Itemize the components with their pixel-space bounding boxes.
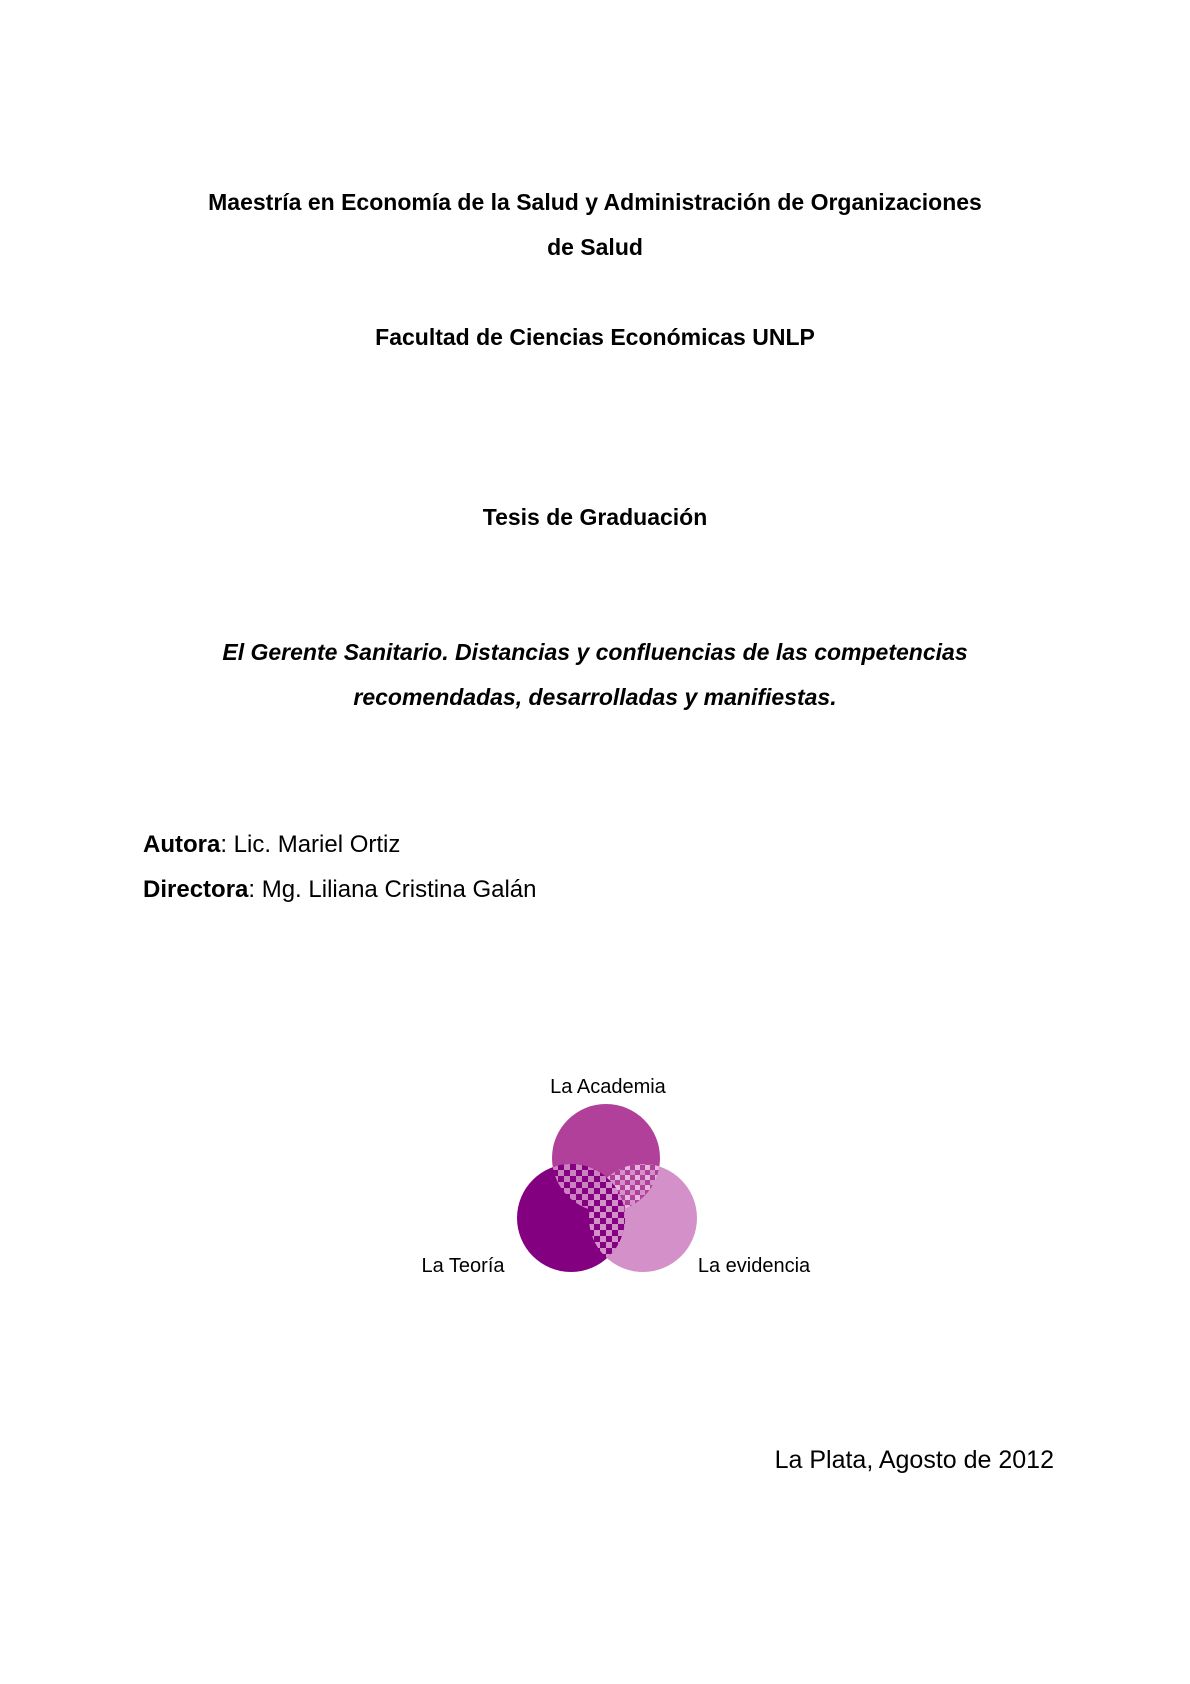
program-title-line-2: de Salud bbox=[547, 234, 643, 260]
author-label: Autora bbox=[143, 831, 221, 858]
author-name: : Lic. Mariel Ortiz bbox=[220, 831, 401, 858]
thesis-title-line-1: El Gerente Sanitario. Distancias y confluencias de las competencias bbox=[222, 639, 968, 665]
faculty-name: Facultad de Ciencias Económicas UNLP bbox=[375, 324, 815, 350]
label-evidencia: La evidencia bbox=[697, 1255, 811, 1277]
director-label: Directora bbox=[143, 876, 249, 903]
place-and-date: La Plata, Agosto de 2012 bbox=[774, 1446, 1054, 1474]
thesis-title-line-2: recomendadas, desarrolladas y manifiestas. bbox=[353, 684, 837, 710]
thesis-type: Tesis de Graduación bbox=[482, 504, 708, 530]
label-teoria: La Teoría bbox=[421, 1255, 505, 1277]
program-title-line-1: Maestría en Economía de la Salud y Administración de Organizaciones bbox=[208, 189, 982, 215]
director-name: : Mg. Liliana Cristina Galán bbox=[248, 876, 537, 903]
label-academia: La Academia bbox=[550, 1076, 666, 1098]
